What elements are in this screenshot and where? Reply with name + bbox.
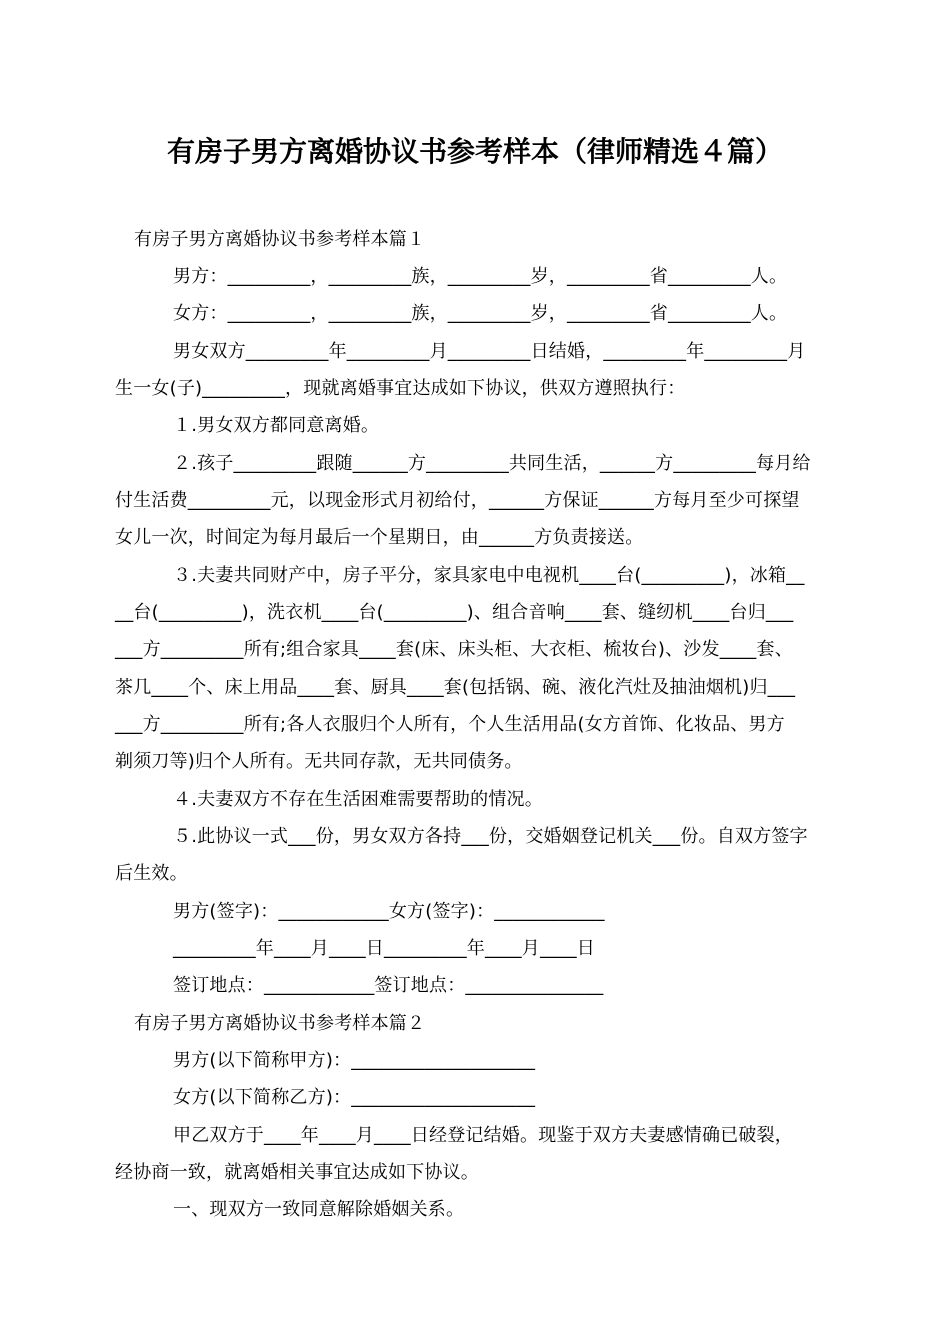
- party-b-line: 女方(以下简称乙方)：____________________: [173, 1087, 536, 1108]
- clause-line: ___方_________所有;各人衣服归个人所有，个人生活用品(女方首饰、化妆品、男方: [115, 714, 785, 735]
- paragraph-line: 生一女(子)_________，现就离婚事宜达成如下协议，供双方遵照执行：: [115, 378, 686, 399]
- signing-place-line: 签订地点：____________签订地点：_______________: [173, 975, 604, 996]
- clause-line: ５.此协议一式___份，男女双方各持___份，交婚姻登记机关___份。自双方签字: [173, 826, 808, 847]
- paragraph-line: 甲乙双方于____年____月____日经登记结婚。现鉴于双方夫妻感情确已破裂，: [173, 1125, 793, 1146]
- clause-line: 一、现双方一致同意解除婚姻关系。: [173, 1199, 465, 1220]
- clause-line: __台(_________)，洗衣机____台(_________)、组合音响____套、缝纫机____台归___: [115, 602, 794, 623]
- male-party-line: 男方：_________，_________族，_________岁，_________省_________人。: [173, 266, 788, 287]
- clause-line: ３.夫妻共同财产中，房子平分，家具家电中电视机____台(_________)，冰箱__: [173, 565, 805, 586]
- clause-line: 付生活费_________元，以现金形式月初给付，______方保证______方每月至少可探望: [115, 490, 800, 511]
- clause-line: ２.孩子_________跟随______方_________共同生活，______方_________每月给: [173, 453, 811, 474]
- date-line: _________年____月____日_________年____月____日: [173, 938, 595, 959]
- clause-line: ４.夫妻双方不存在生活困难需要帮助的情况。: [173, 789, 543, 810]
- party-a-line: 男方(以下简称甲方)：____________________: [173, 1050, 536, 1071]
- signature-line: 男方(签字)：____________女方(签字)：____________: [173, 901, 605, 922]
- clause-line: ___方_________所有;组合家具____套(床、床头柜、大衣柜、梳妆台)、沙发____套、: [115, 639, 793, 660]
- clause-line: 女儿一次，时间定为每月最后一个星期日，由______方负责接送。: [115, 527, 644, 548]
- clause-line: 茶几____个、床上用品____套、厨具____套(包括锅、碗、液化汽灶及抽油烟机)归___: [115, 677, 796, 698]
- document-title: 有房子男方离婚协议书参考样本（律师精选４篇）: [166, 135, 783, 168]
- paragraph-line: 经协商一致，就离婚相关事宜达成如下协议。: [115, 1162, 479, 1183]
- section-heading-2: 有房子男方离婚协议书参考样本篇２: [134, 1013, 426, 1034]
- female-party-line: 女方：_________，_________族，_________岁，_________省_________人。: [173, 303, 788, 324]
- section-heading-1: 有房子男方离婚协议书参考样本篇１: [134, 229, 426, 250]
- clause-line: １.男女双方都同意离婚。: [173, 415, 380, 436]
- clause-line: 剃须刀等)归个人所有。无共同存款，无共同债务。: [115, 751, 523, 772]
- paragraph-line: 男女双方_________年_________月_________日结婚，_________年_________月: [173, 341, 806, 362]
- clause-line: 后生效。: [115, 863, 188, 884]
